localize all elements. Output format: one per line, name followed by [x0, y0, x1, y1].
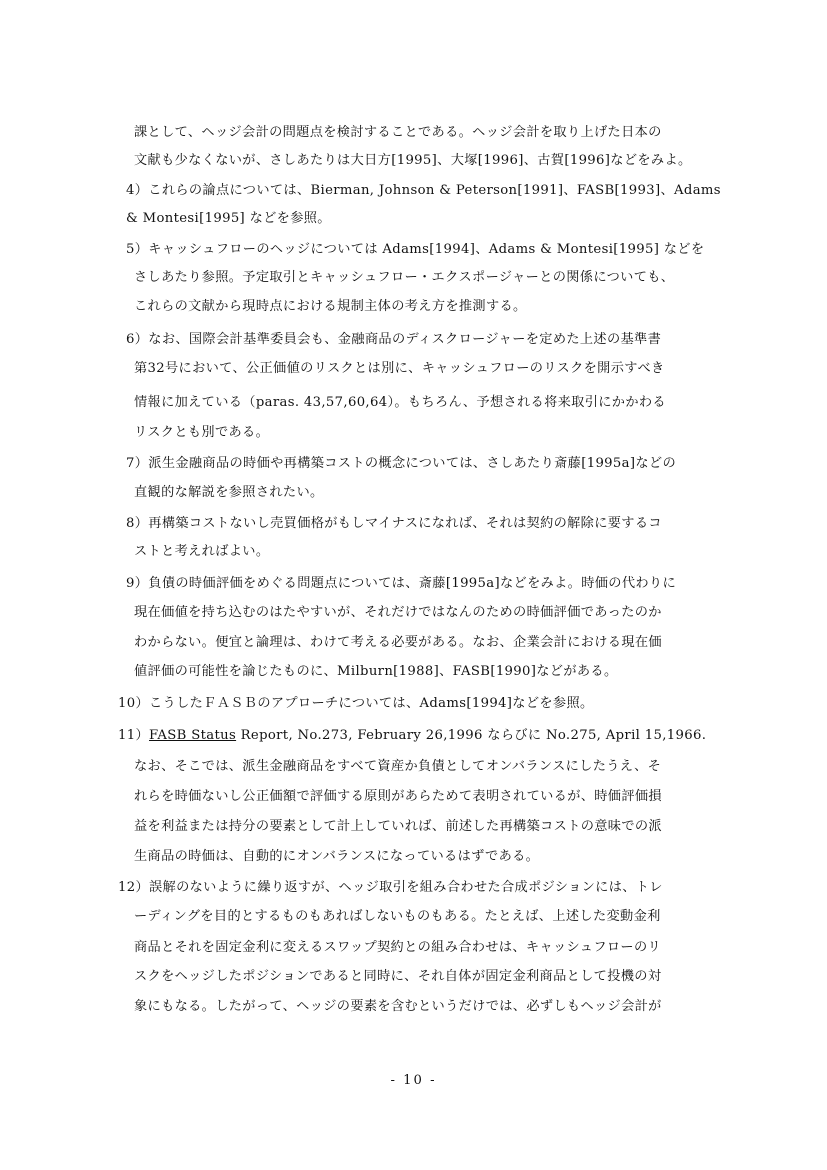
note-6-line-2: 第32号において、公正価値のリスクとは別に、キャッシュフローのリスクを開示すべき — [134, 361, 665, 376]
note-3-line-2: 文献も少なくないが、さしあたりは大日方[1995]、大塚[1996]、古賀[1996]などをみよ。 — [134, 153, 692, 168]
note-8-line-2: ストと考えればよい。 — [134, 544, 270, 559]
note-11-line-3: れらを時価ないし公正価額で評価する原則があらためて表明されているが、時価評価損 — [134, 789, 662, 804]
note-11-line-1 — [118, 727, 706, 744]
note-11-line-2: なお、そこでは、派生金融商品をすべて資産か負債としてオンバランスにしたうえ、そ — [134, 759, 662, 774]
note-11-citation: Report, No.273, February 26,1996 ならびに No.275, April 15,1966. — [236, 728, 707, 743]
note-5-line-3: これらの文献から現時点における規制主体の考え方を推測する。 — [134, 299, 527, 314]
note-10-line-1: 10）こうしたＦＡＳＢのアプローチについては、Adams[1994]などを参照。 — [118, 696, 594, 711]
note-11-line-4: 益を利益または持分の要素として計上していれば、前述した再構築コストの意味での派 — [134, 819, 662, 834]
note-11-publication-title: FASB Status — [149, 728, 237, 743]
page-number: - 10 - — [390, 1073, 437, 1088]
note-12-line-2: ーディングを目的とするものもあればしないものもある。たとえば、上述した変動金利 — [134, 909, 661, 924]
note-12-line-5: 象にもなる。したがって、ヘッジの要素を含むというだけでは、必ずしもヘッジ会計が — [134, 999, 662, 1014]
note-9-line-2: 現在価値を持ち込むのはたやすいが、それだけではなんのための時価評価であったのか — [134, 605, 662, 620]
note-11-line-5: 生商品の時価は、自動的にオンバランスになっているはずである。 — [134, 849, 540, 864]
note-9-line-4: 値評価の可能性を論じたものに、Milburn[1988]、FASB[1990]などがある。 — [134, 664, 618, 679]
note-3-line-1: 課として、ヘッジ会計の問題点を検討することである。ヘッジ会計を取り上げた日本の — [134, 125, 662, 140]
note-4-line-1: 4）これらの論点については、Bierman, Johnson & Peterson[1991]、FASB[1993]、Adams — [126, 183, 721, 198]
note-6-line-1: 6）なお、国際会計基準委員会も、金融商品のディスクロージャーを定めた上述の基準書 — [126, 332, 662, 347]
note-12-line-3: 商品とそれを固定金利に変えるスワップ契約との組み合わせは、キャッシュフローのリ — [134, 940, 662, 955]
note-6-line-4: リスクとも別である。 — [134, 425, 270, 440]
note-6-line-3: 情報に加えている（paras. 43,57,60,64）。もちろん、予想される将来取引にかかわる — [134, 395, 666, 410]
note-11-number: 11） — [118, 728, 150, 743]
note-9-line-3: わからない。便宜と論理は、わけて考える必要がある。なお、企業会計における現在価 — [134, 635, 662, 650]
note-12-line-1: 12）誤解のないように繰り返すが、ヘッジ取引を組み合わせた合成ポジションには、トレ — [118, 880, 663, 895]
note-12-line-4: スクをヘッジしたポジションであると同時に、それ自体が固定金利商品として投機の対 — [134, 969, 662, 984]
note-5-line-2: さしあたり参照。予定取引とキャッシュフロー・エクスポージャーとの関係についても、 — [134, 270, 675, 285]
note-7-line-2: 直観的な解説を参照されたい。 — [134, 485, 324, 500]
note-9-line-1: 9）負債の時価評価をめぐる問題点については、斎藤[1995a]などをみよ。時価の代わりに — [126, 576, 676, 591]
note-7-line-1: 7）派生金融商品の時価や再構築コストの概念については、さしあたり斎藤[1995a]などの — [126, 456, 676, 471]
note-4-line-2: & Montesi[1995] などを参照。 — [126, 211, 331, 226]
note-8-line-1: 8）再構築コストないし売買価格がもしマイナスになれば、それは契約の解除に要するコ — [126, 516, 662, 531]
note-5-line-1: 5）キャッシュフローのヘッジについては Adams[1994]、Adams & Montesi[1995] などを — [126, 242, 705, 257]
